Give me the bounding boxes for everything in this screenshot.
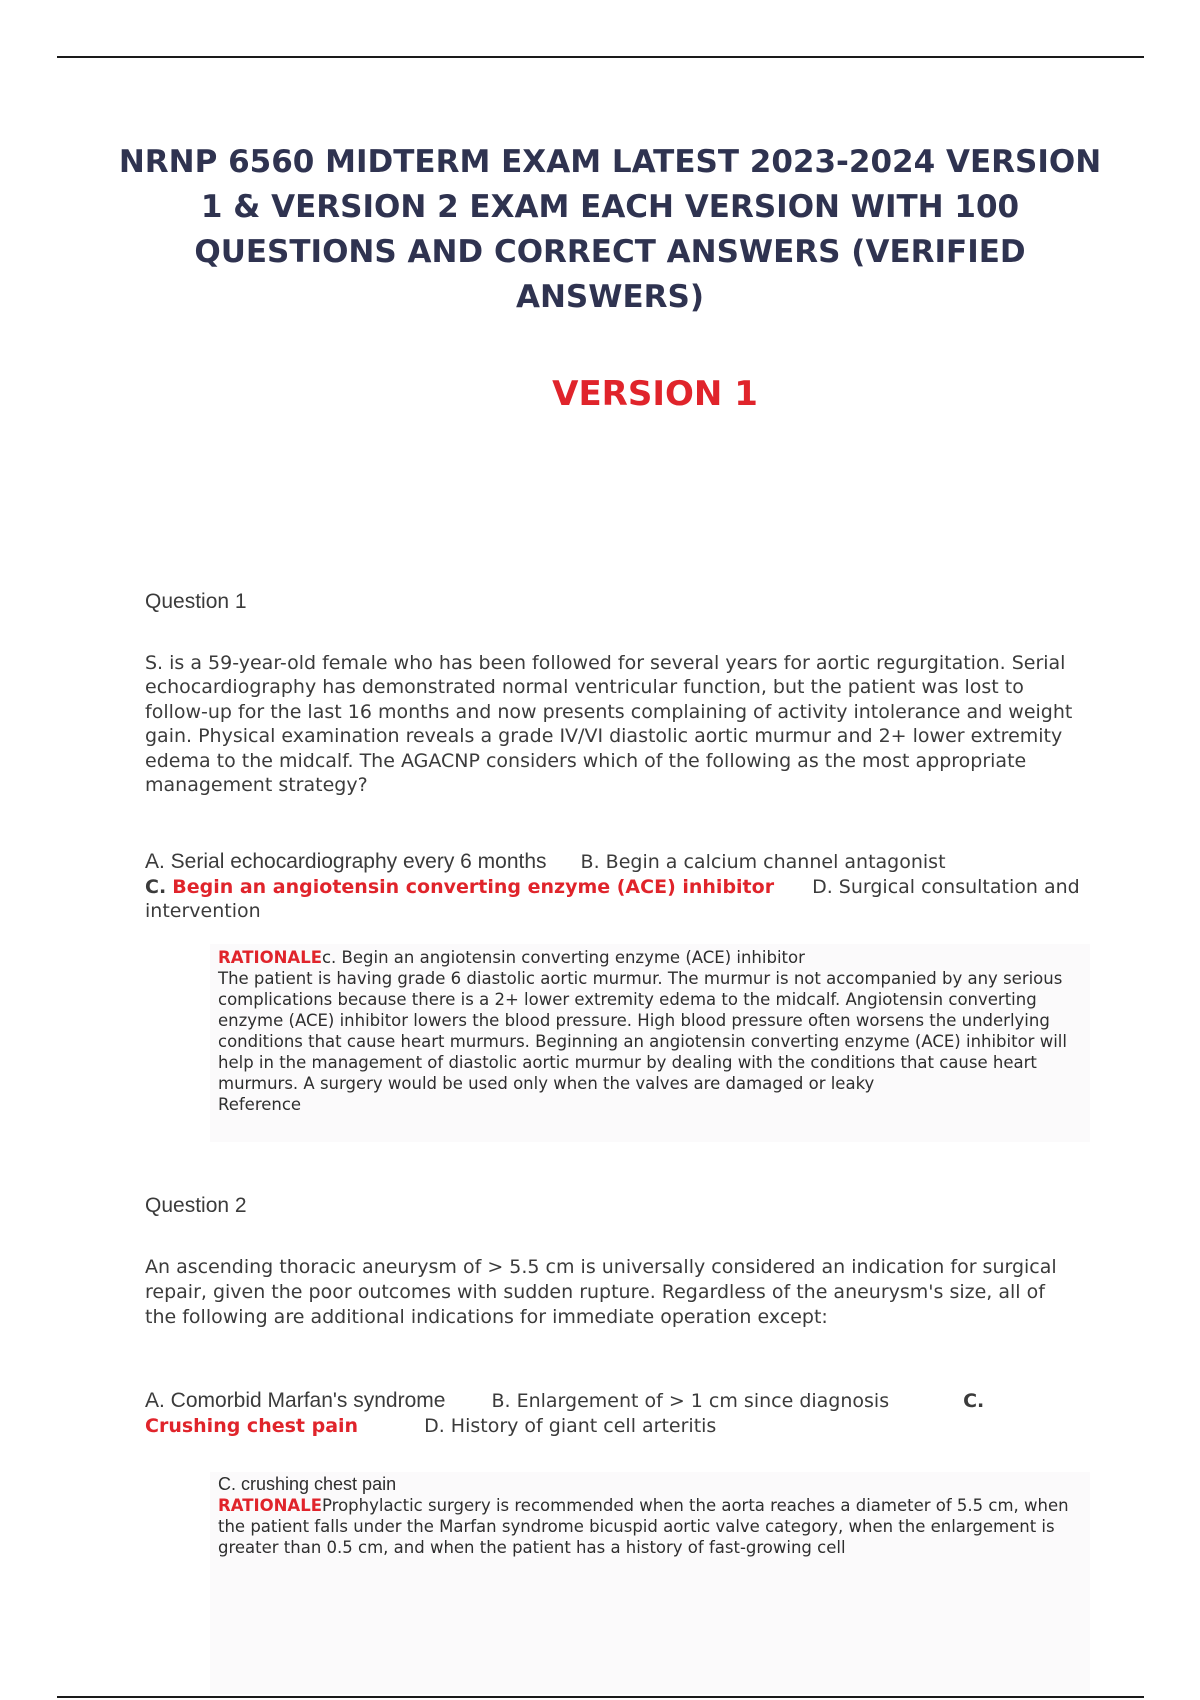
question-1-options bbox=[145, 850, 1080, 924]
question-1-label: Question 1 bbox=[145, 590, 247, 613]
question-2-option-c-letter: C. bbox=[963, 1390, 985, 1412]
question-2-option-b: B. Enlargement of > 1 cm since diagnosis bbox=[491, 1390, 890, 1412]
question-2-rationale-text: Prophylactic surgery is recommended when the aorta reaches a diameter of 5.5 cm, when the patient falls under the Marfan syndrome bicuspid aortic valve category, when the enlargement is greater than 0.5 cm, and when the patient has a history of fast-growing cell bbox=[218, 1496, 1069, 1557]
bottom-rule bbox=[57, 1696, 1144, 1698]
question-1-rationale-label: RATIONALE bbox=[218, 948, 322, 967]
top-rule bbox=[57, 56, 1144, 58]
question-1-option-c-letter: C. bbox=[145, 875, 167, 898]
question-1-reference: Reference bbox=[218, 1095, 302, 1114]
question-1-text: S. is a 59-year-old female who has been followed for several years for aortic regurgitation. Serial echocardiography has demonstrated normal ventricular function, but the patient was lost to follow-up for the last 16 months and now presents complaining of activity intolerance and weight gain. Physical examination reveals a grade IV/VI diastolic aortic murmur and 2+ lower extremity edema to the midcalf. The AGACNP considers which of the following as the most appropriate management strategy? bbox=[145, 652, 1073, 797]
question-2-rationale bbox=[218, 1474, 1088, 1558]
question-2-label: Question 2 bbox=[145, 1194, 247, 1217]
question-2-answer-line: C. crushing chest pain bbox=[218, 1474, 397, 1494]
question-2-options bbox=[145, 1389, 1080, 1438]
question-2-option-a: A. Comorbid Marfan's syndrome bbox=[145, 1389, 446, 1412]
document-title: NRNP 6560 MIDTERM EXAM LATEST 2023-2024 VERSION 1 & VERSION 2 EXAM EACH VERSION WITH 100 QUESTIONS AND CORRECT ANSWERS (VERIFIED ANSWERS) bbox=[118, 144, 1102, 315]
question-1-option-a: A. Serial echocardiography every 6 months bbox=[145, 850, 547, 873]
question-2-rationale-label: RATIONALE bbox=[218, 1496, 322, 1515]
question-1-rationale-text: The patient is having grade 6 diastolic aortic murmur. The murmur is not accompanied by any serious complications because there is a 2+ lower extremity edema to the midcalf. Angiotensin converting enzyme (ACE) inhibitor lowers the blood pressure. High blood pressure often worsens the underlying conditions that cause heart murmurs. Beginning an angiotensin converting enzyme (ACE) inhibitor will help in the management of diastolic aortic murmur by dealing with the conditions that cause heart murmurs. A surgery would be used only when the valves are damaged or leaky bbox=[218, 969, 1067, 1093]
question-1-option-c-correct: Begin an angiotensin converting enzyme (ACE) inhibitor bbox=[172, 875, 775, 898]
version-heading: VERSION 1 bbox=[552, 374, 758, 414]
question-2-text: An ascending thoracic aneurysm of > 5.5 cm is universally considered an indication for surgical repair, given the poor outcomes with sudden rupture. Regardless of the aneurysm's size, all of the following are additional indications for immediate operation except: bbox=[145, 1256, 1057, 1328]
question-1-option-b: B. Begin a calcium channel antagonist bbox=[580, 851, 946, 873]
question-2-option-d: D. History of giant cell arteritis bbox=[424, 1414, 717, 1437]
question-1-rationale-heading bbox=[218, 947, 1088, 968]
question-1-option-d: D. Surgical consultation and intervention bbox=[145, 875, 1080, 922]
question-2-option-c-correct: Crushing chest pain bbox=[145, 1414, 359, 1437]
question-1-rationale bbox=[218, 947, 1088, 1115]
question-1-rationale-answer: c. Begin an angiotensin converting enzyme (ACE) inhibitor bbox=[321, 948, 805, 967]
question-2-rationale-body bbox=[218, 1495, 1088, 1558]
